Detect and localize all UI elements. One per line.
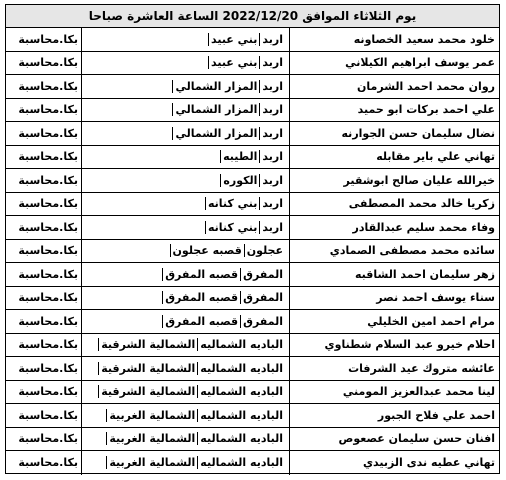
- governorate: الباديه الشماليه: [197, 432, 285, 445]
- student-name: وفاء محمد سليم عبدالقادر: [289, 216, 499, 239]
- location-cell: [81, 381, 289, 404]
- table-row: [6, 451, 499, 475]
- location-cell: [81, 428, 289, 451]
- student-name: خلود محمد سعيد الخصاونه: [289, 28, 499, 51]
- district: قصبه المفرق: [162, 268, 240, 281]
- governorate: اربد: [259, 150, 285, 163]
- district: بني كنانه: [205, 197, 259, 210]
- specialization: بكا.محاسبة: [18, 408, 78, 422]
- table-row: [6, 428, 499, 452]
- district: الشمالية الغربية: [106, 456, 197, 469]
- table-row: [6, 357, 499, 381]
- student-name: تهاني عطيه ندى الزبيدي: [289, 451, 499, 475]
- specialization: بكا.محاسبة: [18, 173, 78, 187]
- specialization: بكا.محاسبة: [18, 291, 78, 305]
- table-row: [6, 52, 499, 76]
- location-cell: [81, 75, 289, 98]
- student-name: سائده محمد مصطفى الصمادي: [289, 240, 499, 263]
- district: المزار الشمالي: [172, 103, 259, 116]
- specialization: بكا.محاسبة: [18, 56, 78, 70]
- governorate: عجلون: [244, 244, 285, 257]
- student-name: احمد علي فلاح الجبور: [289, 404, 499, 427]
- location-cell: [81, 287, 289, 310]
- specialization: بكا.محاسبة: [18, 220, 78, 234]
- student-name: زكريا خالد محمد المصطفى: [289, 193, 499, 216]
- location-cell: [81, 99, 289, 122]
- specialization: بكا.محاسبة: [18, 338, 78, 352]
- specialization: بكا.محاسبة: [18, 432, 78, 446]
- table-row: [6, 404, 499, 428]
- student-name: لينا محمد عبدالعزيز المومني: [289, 381, 499, 404]
- district: المزار الشمالي: [172, 127, 259, 140]
- student-name: سناء يوسف احمد نصر: [289, 287, 499, 310]
- table-row: [6, 216, 499, 240]
- governorate: الباديه الشماليه: [197, 409, 285, 422]
- table-row: [6, 334, 499, 358]
- district: الشمالية الغربية: [106, 409, 197, 422]
- governorate: اربد: [259, 197, 285, 210]
- student-name: نضال سليمان حسن الجوارنه: [289, 122, 499, 145]
- table-row: [6, 169, 499, 193]
- governorate: اربد: [259, 221, 285, 234]
- specialization: بكا.محاسبة: [18, 126, 78, 140]
- district: الشمالية الغربية: [106, 432, 197, 445]
- location-cell: [81, 28, 289, 51]
- district: الطيبه: [220, 150, 259, 163]
- specialization: بكا.محاسبة: [18, 385, 78, 399]
- student-name: مرام احمد امين الخليلي: [289, 310, 499, 333]
- table-row: [6, 287, 499, 311]
- table-row: [6, 122, 499, 146]
- student-name: احلام خيرو عبد السلام شطناوي: [289, 334, 499, 357]
- specialization: بكا.محاسبة: [18, 103, 78, 117]
- governorate: الباديه الشماليه: [197, 362, 285, 375]
- table-row: [6, 381, 499, 405]
- governorate: اربد: [259, 174, 285, 187]
- student-name: افنان حسن سليمان عصعوص: [289, 428, 499, 451]
- governorate: الباديه الشماليه: [197, 338, 285, 351]
- specialization: بكا.محاسبة: [18, 267, 78, 281]
- location-cell: [81, 240, 289, 263]
- location-cell: [81, 52, 289, 75]
- district: المزار الشمالي: [172, 80, 259, 93]
- student-name: علي احمد بركات ابو حميد: [289, 99, 499, 122]
- specialization: بكا.محاسبة: [18, 244, 78, 258]
- specialization: بكا.محاسبة: [18, 197, 78, 211]
- governorate: اربد: [259, 127, 285, 140]
- location-cell: [81, 193, 289, 216]
- governorate: الباديه الشماليه: [197, 385, 285, 398]
- governorate: اربد: [259, 33, 285, 46]
- location-cell: [81, 169, 289, 192]
- location-cell: [81, 146, 289, 169]
- table-row: [6, 240, 499, 264]
- table-row: [6, 310, 499, 334]
- district: الشمالية الشرقية: [98, 338, 197, 351]
- specialization: بكا.محاسبة: [18, 150, 78, 164]
- table-row: [6, 193, 499, 217]
- location-cell: [81, 216, 289, 239]
- student-table: [6, 28, 499, 475]
- student-name: عمر يوسف ابراهيم الكيلاني: [289, 52, 499, 75]
- specialization: بكا.محاسبة: [18, 79, 78, 93]
- district: قصبه المفرق: [162, 291, 240, 304]
- exam-schedule-document: [5, 4, 500, 474]
- table-row: [6, 263, 499, 287]
- location-cell: [81, 334, 289, 357]
- location-cell: [81, 122, 289, 145]
- specialization: بكا.محاسبة: [18, 32, 78, 46]
- student-name: عائشه متروك عيد الشرفات: [289, 357, 499, 380]
- location-cell: [81, 310, 289, 333]
- district: بني كنانه: [205, 221, 259, 234]
- governorate: المفرق: [240, 315, 285, 328]
- location-cell: [81, 451, 289, 475]
- governorate: اربد: [259, 80, 285, 93]
- location-cell: [81, 357, 289, 380]
- district: الكوره: [220, 174, 259, 187]
- district: قصبه عجلون: [170, 244, 244, 257]
- page-title: يوم الثلاثاء الموافق 2022/12/20 الساعة العاشرة صباحا: [6, 5, 499, 28]
- student-name: روان محمد احمد الشرمان: [289, 75, 499, 98]
- district: قصبه المفرق: [162, 315, 240, 328]
- student-name: تهاني علي باير مقابله: [289, 146, 499, 169]
- table-row: [6, 99, 499, 123]
- governorate: اربد: [259, 103, 285, 116]
- governorate: المفرق: [240, 291, 285, 304]
- student-name: زهر سليمان احمد الشاقبه: [289, 263, 499, 286]
- district: بني عبيد: [208, 56, 259, 69]
- specialization: بكا.محاسبة: [18, 456, 78, 470]
- governorate: اربد: [259, 56, 285, 69]
- table-row: [6, 75, 499, 99]
- table-row: [6, 28, 499, 52]
- location-cell: [81, 263, 289, 286]
- specialization: بكا.محاسبة: [18, 361, 78, 375]
- specialization: بكا.محاسبة: [18, 314, 78, 328]
- district: بني عبيد: [208, 33, 259, 46]
- governorate: الباديه الشماليه: [197, 456, 285, 469]
- district: الشمالية الشرقية: [98, 362, 197, 375]
- district: الشمالية الشرقية: [98, 385, 197, 398]
- table-row: [6, 146, 499, 170]
- location-cell: [81, 404, 289, 427]
- governorate: المفرق: [240, 268, 285, 281]
- student-name: خيرالله عليان صالح ابوشقير: [289, 169, 499, 192]
